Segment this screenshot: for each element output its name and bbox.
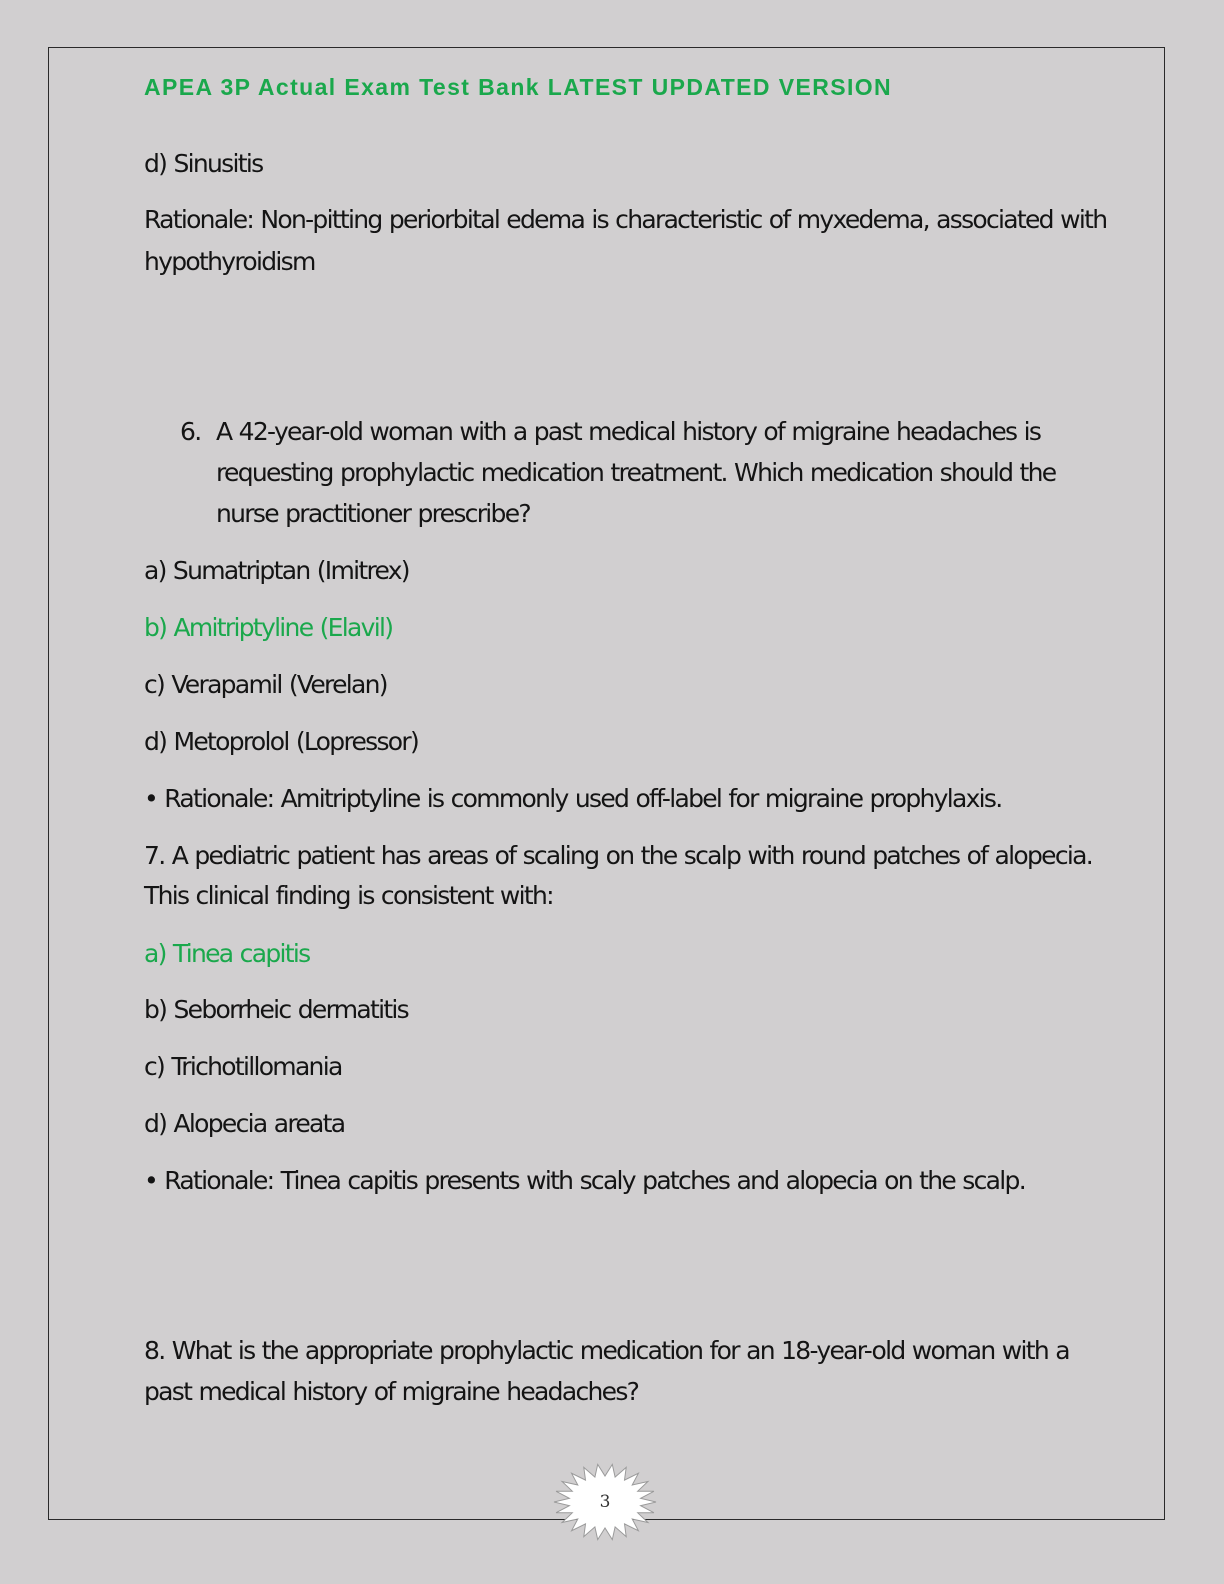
- q6-rationale: • Rationale: Amitriptyline is commonly used off-label for migraine prophylaxis.: [144, 784, 1002, 813]
- q7-option-c: c) Trichotillomania: [144, 1052, 342, 1081]
- q6-option-b-correct: b) Amitriptyline (Elavil): [144, 613, 393, 642]
- q5-rationale-line-2: hypothyroidism: [144, 247, 315, 276]
- q6-stem-line-1: A 42-year-old woman with a past medical history of migraine headaches is: [216, 417, 1041, 446]
- q6-number: 6.: [180, 417, 201, 446]
- q7-option-d: d) Alopecia areata: [144, 1109, 345, 1138]
- q8-stem-line-1: 8. What is the appropriate prophylactic medication for an 18-year-old woman with a: [144, 1336, 1069, 1365]
- q6-stem-line-3: nurse practitioner prescribe?: [216, 499, 530, 528]
- q6-option-d: d) Metoprolol (Lopressor): [144, 727, 419, 756]
- q8-stem-line-2: past medical history of migraine headaches?: [144, 1377, 639, 1406]
- q7-stem-line-1: 7. A pediatric patient has areas of scaling on the scalp with round patches of alopecia.: [144, 841, 1092, 870]
- q6-option-c: c) Verapamil (Verelan): [144, 670, 387, 699]
- q5-rationale-line-1: Rationale: Non-pitting periorbital edema is characteristic of myxedema, associated with: [144, 205, 1107, 234]
- q7-option-a-correct: a) Tinea capitis: [144, 939, 310, 968]
- q6-stem-line-2: requesting prophylactic medication treatment. Which medication should the: [216, 458, 1056, 487]
- page-number: 3: [599, 1492, 611, 1512]
- document-header-title: APEA 3P Actual Exam Test Bank LATEST UPDATED VERSION: [144, 74, 893, 100]
- q6-option-a: a) Sumatriptan (Imitrex): [144, 556, 409, 585]
- q7-option-b: b) Seborrheic dermatitis: [144, 995, 409, 1024]
- q7-stem-line-2: This clinical finding is consistent with:: [144, 881, 553, 910]
- q5-option-d: d) Sinusitis: [144, 149, 263, 178]
- q7-rationale: • Rationale: Tinea capitis presents with scaly patches and alopecia on the scalp.: [144, 1166, 1025, 1195]
- page-number-badge: [552, 1462, 658, 1542]
